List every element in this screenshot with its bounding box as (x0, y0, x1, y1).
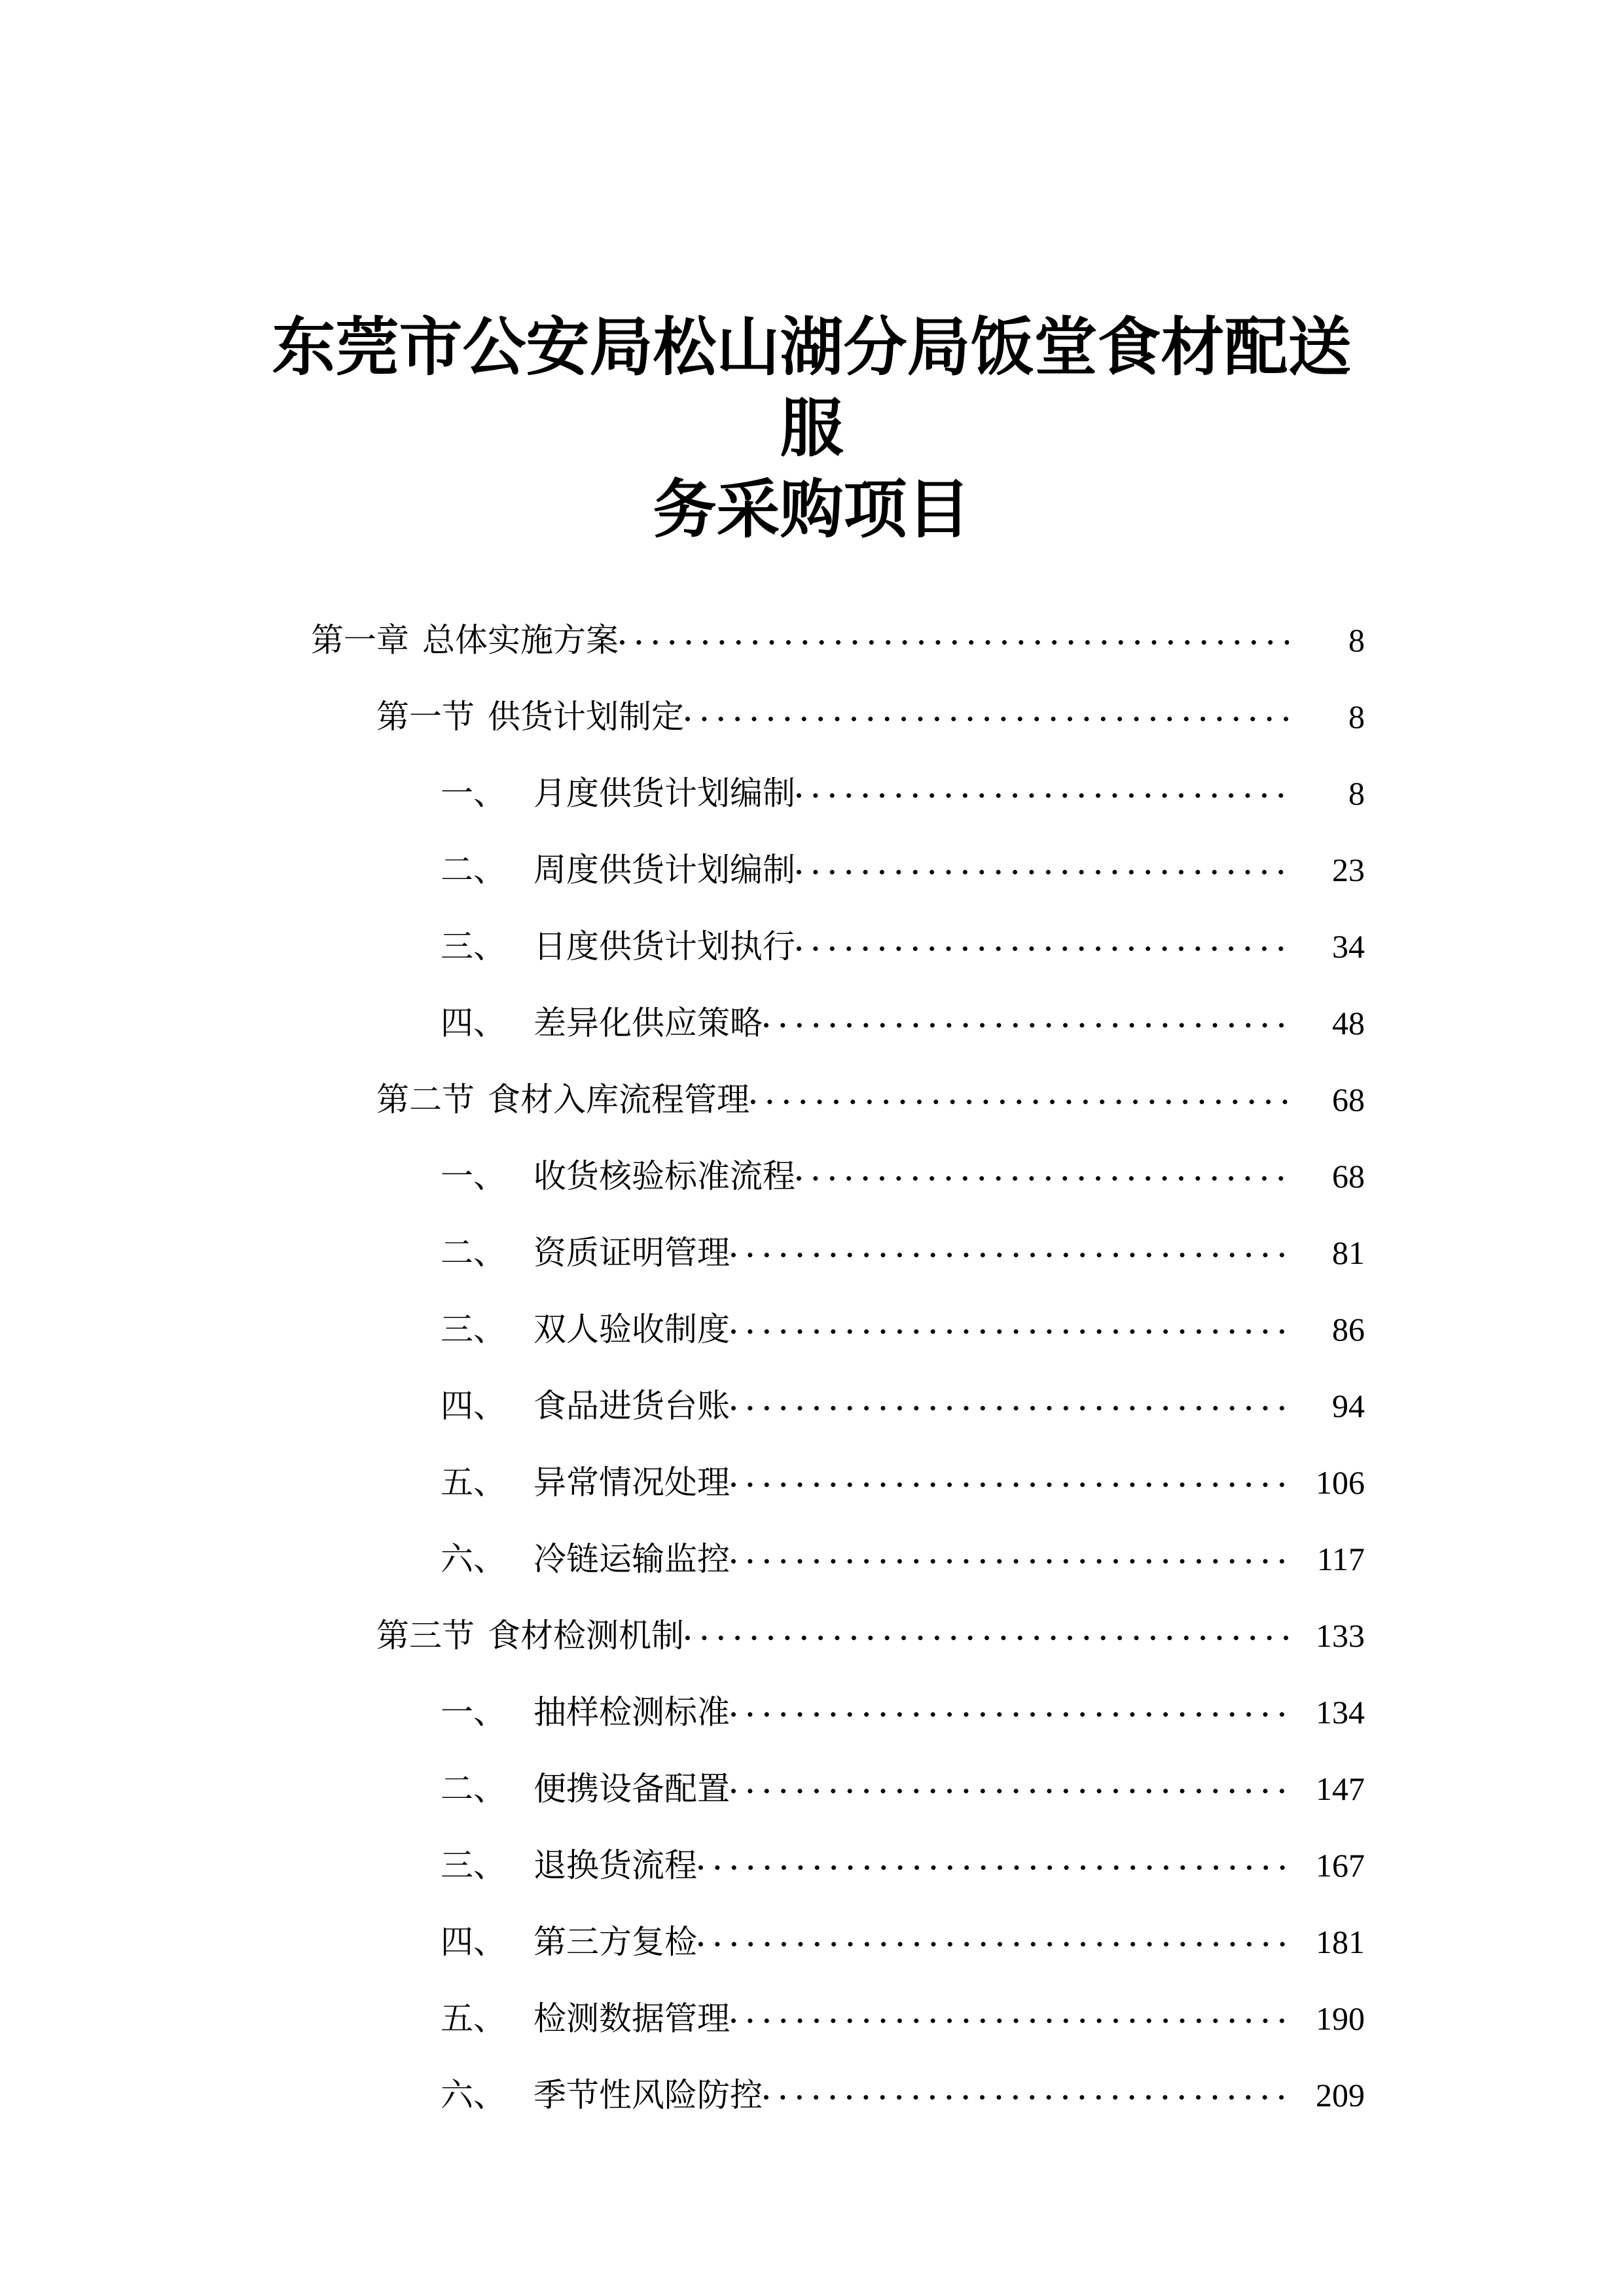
toc-entry-label: 检测数据管理 (533, 2000, 730, 2037)
toc-entry[interactable] (0, 679, 1624, 755)
toc-entry-page-number: 181 (1316, 1924, 1365, 1960)
toc-entry[interactable] (0, 908, 1624, 985)
toc-entry-page-number: 134 (1316, 1694, 1365, 1731)
toc-entry[interactable] (0, 1674, 1624, 1751)
toc-entry-label: 便携设备配置 (533, 1770, 730, 1807)
toc-entry[interactable] (0, 1062, 1624, 1138)
toc-entry-label: 食品进货台账 (533, 1388, 730, 1424)
toc-entry-number: 四、 (441, 1388, 506, 1424)
toc-dot-leader (764, 2073, 1289, 2106)
toc-dot-leader (797, 772, 1289, 804)
toc-entry[interactable] (0, 1751, 1624, 1827)
toc-entry[interactable] (0, 602, 1624, 679)
toc-dot-leader (764, 1001, 1289, 1034)
toc-entry-label: 冷链运输监控 (533, 1541, 730, 1577)
toc-entry-page-number: 8 (1348, 622, 1365, 658)
toc-entry-label: 抽样检测标准 (533, 1694, 730, 1731)
toc-entry-number: 二、 (441, 1234, 506, 1271)
toc-entry-page-number: 106 (1316, 1464, 1365, 1501)
toc-entry-page-number: 34 (1332, 928, 1365, 965)
toc-entry-number: 第二节 (376, 1081, 475, 1118)
toc-dot-leader (731, 1767, 1289, 1800)
toc-entry[interactable] (0, 1598, 1624, 1674)
toc-entry[interactable] (0, 755, 1624, 832)
toc-entry-number: 一、 (441, 1158, 506, 1194)
toc-entry-page-number: 190 (1316, 2000, 1365, 2037)
toc-dot-leader (698, 1844, 1289, 1876)
toc-entry-label: 异常情况处理 (533, 1464, 730, 1501)
toc-entry-page-number: 147 (1316, 1770, 1365, 1807)
toc-entry-number: 第一章 (311, 622, 409, 658)
toc-entry[interactable] (0, 1827, 1624, 1904)
toc-entry-label: 收货核验标准流程 (533, 1158, 795, 1194)
toc-entry-number: 五、 (441, 1464, 506, 1501)
toc-entry-page-number: 133 (1316, 1617, 1365, 1654)
toc-entry-page-number: 23 (1332, 852, 1365, 888)
toc-entry-page-number: 86 (1332, 1311, 1365, 1348)
toc-entry-label: 差异化供应策略 (533, 1005, 763, 1041)
toc-entry-page-number: 167 (1316, 1847, 1365, 1884)
toc-entry-page-number: 68 (1332, 1081, 1365, 1118)
toc-dot-leader (698, 1920, 1289, 1953)
toc-entry-label: 双人验收制度 (533, 1311, 730, 1348)
toc-entry-label: 月度供货计划编制 (533, 775, 795, 812)
toc-entry-page-number: 68 (1332, 1158, 1365, 1194)
toc-dot-leader (731, 1308, 1289, 1340)
toc-entry-number: 六、 (441, 1541, 506, 1577)
toc-entry-label: 季节性风险防控 (533, 2077, 763, 2113)
toc-entry[interactable] (0, 1521, 1624, 1598)
toc-entry-number: 二、 (441, 1770, 506, 1807)
table-of-contents (0, 602, 1624, 2134)
document-title-line-2: 务采购项目 (653, 475, 971, 546)
toc-entry-page-number: 81 (1332, 1234, 1365, 1271)
toc-dot-leader (731, 1997, 1289, 2030)
toc-dot-leader (731, 1231, 1289, 1264)
toc-dot-leader (731, 1384, 1289, 1417)
toc-entry[interactable] (0, 1368, 1624, 1444)
toc-entry-number: 三、 (441, 1311, 506, 1348)
toc-entry-page-number: 8 (1348, 775, 1365, 812)
toc-entry[interactable] (0, 1138, 1624, 1215)
toc-entry-label: 第三方复检 (533, 1924, 697, 1960)
toc-entry-number: 三、 (441, 928, 506, 965)
toc-entry[interactable] (0, 1444, 1624, 1521)
toc-dot-leader (751, 1078, 1289, 1111)
toc-entry-label: 退换货流程 (533, 1847, 697, 1884)
toc-entry-number: 第一节 (376, 698, 475, 735)
toc-entry[interactable] (0, 1291, 1624, 1368)
toc-entry[interactable] (0, 2057, 1624, 2134)
toc-entry-label: 食材检测机制 (488, 1617, 684, 1654)
toc-entry-label: 总体实施方案 (422, 622, 619, 658)
toc-entry-label: 食材入库流程管理 (488, 1081, 749, 1118)
toc-entry-label: 资质证明管理 (533, 1234, 730, 1271)
toc-entry-number: 一、 (441, 1694, 506, 1731)
toc-entry[interactable] (0, 1904, 1624, 1981)
toc-entry-page-number: 209 (1316, 2077, 1365, 2113)
toc-entry-label: 周度供货计划编制 (533, 852, 795, 888)
toc-dot-leader (685, 695, 1289, 728)
toc-entry-label: 日度供货计划执行 (533, 928, 795, 965)
toc-entry[interactable] (0, 832, 1624, 908)
toc-entry-number: 六、 (441, 2077, 506, 2113)
document-title-line-1: 东莞市公安局松山湖分局饭堂食材配送服 (272, 313, 1352, 465)
toc-dot-leader (731, 1461, 1289, 1494)
toc-entry-number: 二、 (441, 852, 506, 888)
toc-entry[interactable] (0, 1981, 1624, 2057)
toc-entry-page-number: 117 (1316, 1541, 1365, 1577)
toc-dot-leader (797, 925, 1289, 958)
toc-entry[interactable] (0, 1215, 1624, 1291)
toc-dot-leader (797, 848, 1289, 881)
toc-entry-number: 四、 (441, 1005, 506, 1041)
toc-entry-number: 一、 (441, 775, 506, 812)
toc-entry-number: 五、 (441, 2000, 506, 2037)
toc-dot-leader (797, 1155, 1289, 1187)
toc-entry-number: 四、 (441, 1924, 506, 1960)
toc-dot-leader (685, 1614, 1289, 1647)
toc-entry[interactable] (0, 985, 1624, 1062)
toc-entry-page-number: 8 (1348, 698, 1365, 735)
toc-entry-page-number: 48 (1332, 1005, 1365, 1041)
toc-entry-number: 三、 (441, 1847, 506, 1884)
toc-entry-label: 供货计划制定 (488, 698, 684, 735)
toc-dot-leader (620, 619, 1289, 651)
toc-entry-number: 第三节 (376, 1617, 475, 1654)
toc-dot-leader (731, 1691, 1289, 1723)
toc-dot-leader (731, 1537, 1289, 1570)
document-title (268, 308, 1355, 551)
toc-entry-page-number: 94 (1332, 1388, 1365, 1424)
